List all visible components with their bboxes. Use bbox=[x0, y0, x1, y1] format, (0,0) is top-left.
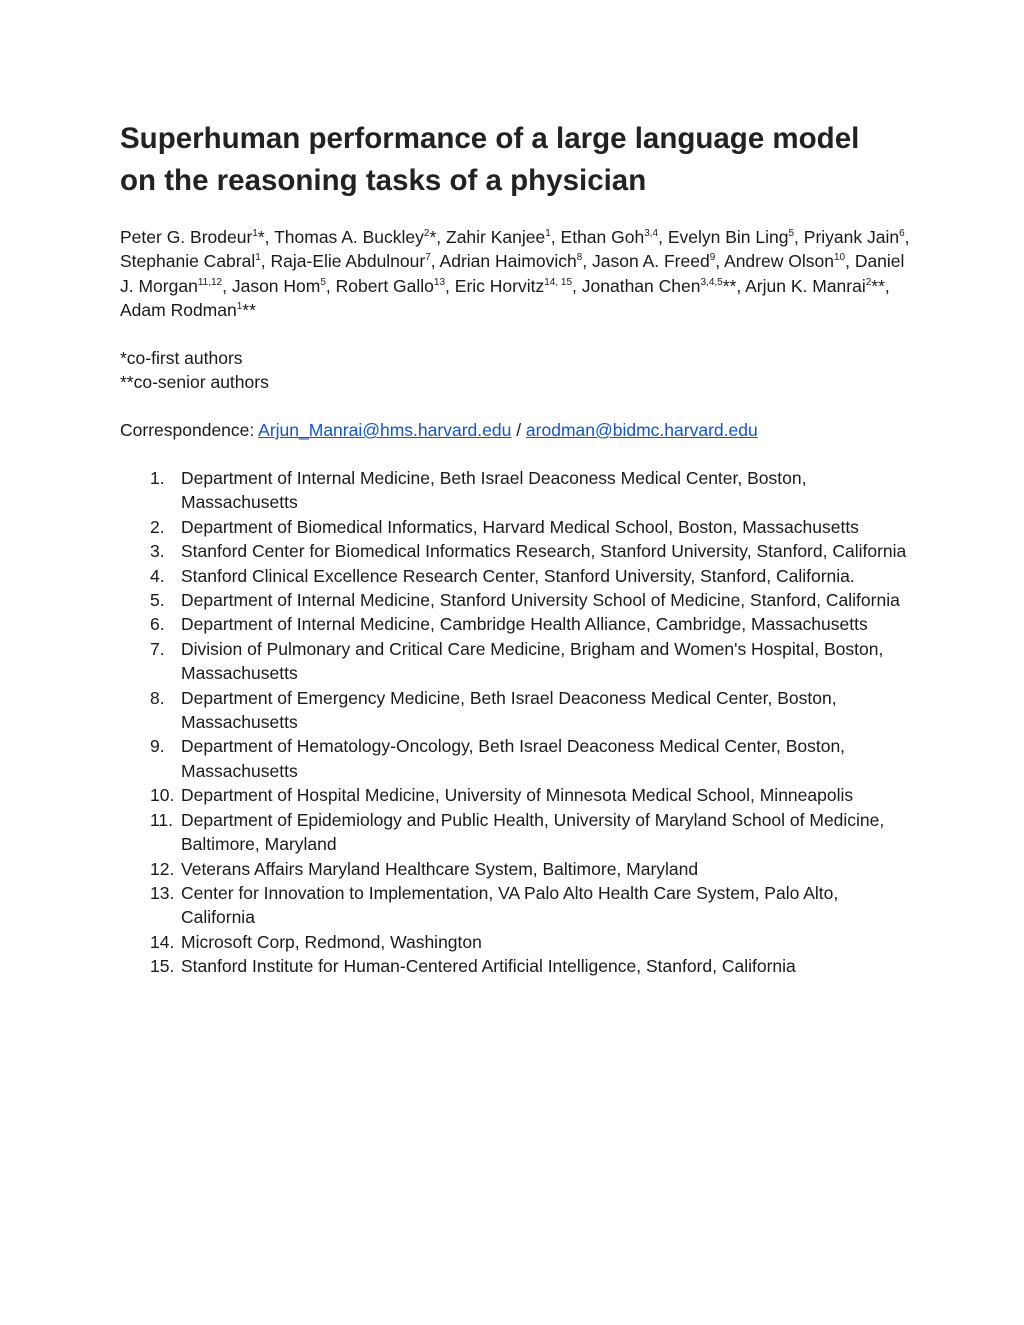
author-notes bbox=[120, 346, 269, 395]
author-name: Adrian Haimovich bbox=[439, 251, 577, 272]
author bbox=[120, 300, 256, 320]
affiliation-number: 5. bbox=[150, 590, 165, 611]
co-first-note: *co-first authors bbox=[120, 348, 243, 368]
affiliation-item bbox=[150, 564, 950, 588]
author-affiliation-ref: 2 bbox=[423, 228, 430, 240]
author-separator: , bbox=[550, 227, 561, 247]
affiliation-item bbox=[150, 857, 950, 881]
affiliation-text: Department of Hematology-Oncology, Beth Israel Deaconess Medical Center, Boston, Massachusetts bbox=[181, 736, 846, 781]
affiliation-number: 14. bbox=[150, 931, 175, 952]
author-name: Eric Horvitz bbox=[454, 275, 545, 296]
author-separator: , bbox=[325, 275, 336, 296]
affiliation-item bbox=[150, 881, 950, 930]
affiliation-text: Department of Epidemiology and Public Health, University of Maryland School of Medicine, Baltimore, Maryland bbox=[181, 809, 885, 855]
affiliation-text: Stanford Clinical Excellence Research Center, Stanford University, Stanford, California. bbox=[181, 565, 855, 586]
affiliation-item bbox=[150, 539, 950, 563]
affiliation-number: 3. bbox=[150, 541, 165, 562]
author bbox=[336, 276, 455, 296]
paper-title-line: on the reasoning tasks of a physician bbox=[120, 164, 647, 197]
author-separator: , bbox=[264, 227, 275, 247]
affiliation-item bbox=[150, 637, 950, 686]
author-affiliation-ref: 5 bbox=[788, 228, 795, 240]
author-affiliation-ref: 10 bbox=[833, 252, 846, 264]
author-separator: , bbox=[658, 227, 668, 247]
affiliation-number: 2. bbox=[150, 516, 165, 537]
author-separator: , bbox=[430, 251, 440, 272]
affiliation-item bbox=[150, 808, 950, 857]
author-affiliation-ref: 9 bbox=[709, 252, 716, 264]
affiliation-text: Division of Pulmonary and Critical Care Medicine, Brigham and Women's Hospital, Boston, Massachusetts bbox=[181, 638, 884, 684]
affiliation-item bbox=[150, 930, 950, 954]
affiliation-text: Microsoft Corp, Redmond, Washington bbox=[181, 931, 482, 952]
affiliation-text: Stanford Center for Biomedical Informatics Research, Stanford University, Stanford, California bbox=[181, 541, 907, 562]
author-list bbox=[120, 225, 920, 323]
affiliation-text: Department of Internal Medicine, Cambridge Health Alliance, Cambridge, Massachusetts bbox=[181, 614, 868, 635]
affiliation-text: Stanford Institute for Human-Centered Artificial Intelligence, Stanford, California bbox=[181, 956, 796, 977]
author-separator: , bbox=[582, 251, 592, 272]
affiliation-number: 6. bbox=[150, 614, 165, 635]
author-mark: ** bbox=[871, 275, 885, 296]
author-affiliation-ref: 2 bbox=[865, 276, 872, 288]
author-name: Daniel J. Morgan bbox=[120, 251, 905, 296]
author-name: Andrew Olson bbox=[724, 251, 834, 272]
affiliation-number: 15. bbox=[150, 956, 175, 977]
author-affiliation-ref: 14, 15 bbox=[544, 276, 573, 288]
author bbox=[232, 276, 336, 296]
affiliation-text: Department of Internal Medicine, Stanford University School of Medicine, Stanford, California bbox=[181, 590, 900, 611]
affiliation-item bbox=[150, 515, 950, 539]
author-separator: , bbox=[736, 275, 746, 296]
affiliation-number: 12. bbox=[150, 858, 175, 879]
affiliation-number: 10. bbox=[150, 785, 175, 806]
affiliation-number: 7. bbox=[150, 638, 165, 659]
affiliation-number: 8. bbox=[150, 687, 165, 708]
affiliation-number: 13. bbox=[150, 882, 175, 903]
affiliation-text: Department of Emergency Medicine, Beth Israel Deaconess Medical Center, Boston, Massachusetts bbox=[181, 687, 837, 733]
affiliation-text: Center for Innovation to Implementation, VA Palo Alto Health Care System, Palo Alto, California bbox=[181, 882, 839, 928]
author-mark: * bbox=[257, 227, 265, 247]
affiliation-item bbox=[150, 612, 950, 636]
correspondence-label: Correspondence: bbox=[120, 420, 259, 440]
author-affiliation-ref: 3,4 bbox=[644, 228, 659, 240]
author-name: Evelyn Bin Ling bbox=[667, 227, 789, 247]
author-name: Adam Rodman bbox=[120, 300, 237, 321]
affiliation-item bbox=[150, 466, 950, 515]
author-separator: , bbox=[572, 275, 582, 296]
author bbox=[446, 227, 561, 247]
affiliation-text: Veterans Affairs Maryland Healthcare System, Baltimore, Maryland bbox=[181, 858, 699, 879]
author bbox=[668, 227, 804, 247]
author bbox=[804, 227, 910, 247]
author-affiliation-ref: 1 bbox=[545, 228, 551, 240]
author bbox=[440, 251, 592, 271]
author-affiliation-ref: 1 bbox=[236, 301, 243, 313]
paper-title-line: Superhuman performance of a large language model bbox=[120, 122, 860, 155]
author-name: Raja-Elie Abdulnour bbox=[270, 251, 426, 272]
author-affiliation-ref: 11,12 bbox=[197, 276, 223, 288]
author-name: Ethan Goh bbox=[560, 227, 645, 247]
author-name: Arjun K. Manrai bbox=[745, 275, 866, 296]
author bbox=[724, 251, 855, 271]
author-name: Zahir Kanjee bbox=[446, 227, 546, 247]
affiliation-text: Department of Biomedical Informatics, Harvard Medical School, Boston, Massachusetts bbox=[181, 516, 859, 537]
author-name: Jonathan Chen bbox=[581, 275, 701, 296]
author-mark: ** bbox=[722, 275, 737, 296]
author-affiliation-ref: 13 bbox=[433, 276, 446, 288]
affiliation-text: Department of Internal Medicine, Beth Israel Deaconess Medical Center, Boston, Massachusetts bbox=[181, 468, 807, 513]
author-affiliation-ref: 6 bbox=[899, 228, 905, 240]
affiliation-text: Department of Hospital Medicine, University of Minnesota Medical School, Minneapolis bbox=[181, 785, 854, 806]
author bbox=[745, 276, 890, 296]
author-name: Peter G. Brodeur bbox=[120, 227, 253, 247]
author-separator: , bbox=[904, 227, 910, 247]
author bbox=[561, 227, 668, 247]
affiliation-list bbox=[150, 466, 950, 979]
author-separator: , bbox=[715, 251, 725, 272]
author bbox=[120, 251, 271, 271]
affiliation-item bbox=[150, 954, 950, 978]
author-affiliation-ref: 1 bbox=[255, 252, 261, 264]
author-affiliation-ref: 7 bbox=[425, 252, 431, 264]
email-link-rodman[interactable]: arodman@bidmc.harvard.edu bbox=[525, 420, 758, 440]
author-separator: , bbox=[436, 227, 446, 247]
author bbox=[592, 251, 724, 271]
author-name: Robert Gallo bbox=[335, 275, 434, 296]
affiliation-number: 9. bbox=[150, 736, 165, 757]
author-separator: , bbox=[794, 227, 804, 247]
author-separator: , bbox=[222, 275, 232, 296]
author bbox=[274, 227, 446, 247]
author bbox=[455, 276, 582, 296]
affiliation-item bbox=[150, 783, 950, 807]
email-link-manrai[interactable]: Arjun_Manrai@hms.harvard.edu bbox=[258, 420, 512, 440]
author-separator: , bbox=[884, 275, 890, 296]
author-name: Jason A. Freed bbox=[591, 251, 710, 272]
author-name: Stephanie Cabral bbox=[120, 251, 256, 272]
author-affiliation-ref: 1 bbox=[252, 228, 258, 240]
author-name: Priyank Jain bbox=[803, 227, 900, 247]
affiliation-item bbox=[150, 588, 950, 612]
co-senior-note: **co-senior authors bbox=[120, 372, 269, 393]
affiliation-item bbox=[150, 686, 950, 735]
author bbox=[271, 251, 440, 271]
author-affiliation-ref: 8 bbox=[576, 252, 583, 264]
author-mark: ** bbox=[242, 300, 256, 321]
email-separator: / bbox=[511, 420, 526, 440]
author-mark: * bbox=[429, 227, 437, 247]
affiliation-number: 1. bbox=[150, 468, 165, 488]
affiliation-number: 11. bbox=[150, 809, 174, 830]
paper-title bbox=[120, 118, 920, 202]
affiliation-item bbox=[150, 734, 950, 783]
affiliation-number: 4. bbox=[150, 565, 165, 586]
author-affiliation-ref: 3,4,5 bbox=[700, 276, 723, 288]
author-name: Jason Hom bbox=[231, 275, 321, 296]
author-separator: , bbox=[445, 275, 455, 296]
author-name: Thomas A. Buckley bbox=[274, 227, 424, 247]
correspondence bbox=[120, 418, 758, 442]
author-affiliation-ref: 5 bbox=[320, 276, 326, 288]
author-separator: , bbox=[260, 251, 271, 272]
author bbox=[582, 276, 745, 296]
author-separator: , bbox=[845, 251, 855, 272]
author bbox=[120, 227, 274, 247]
